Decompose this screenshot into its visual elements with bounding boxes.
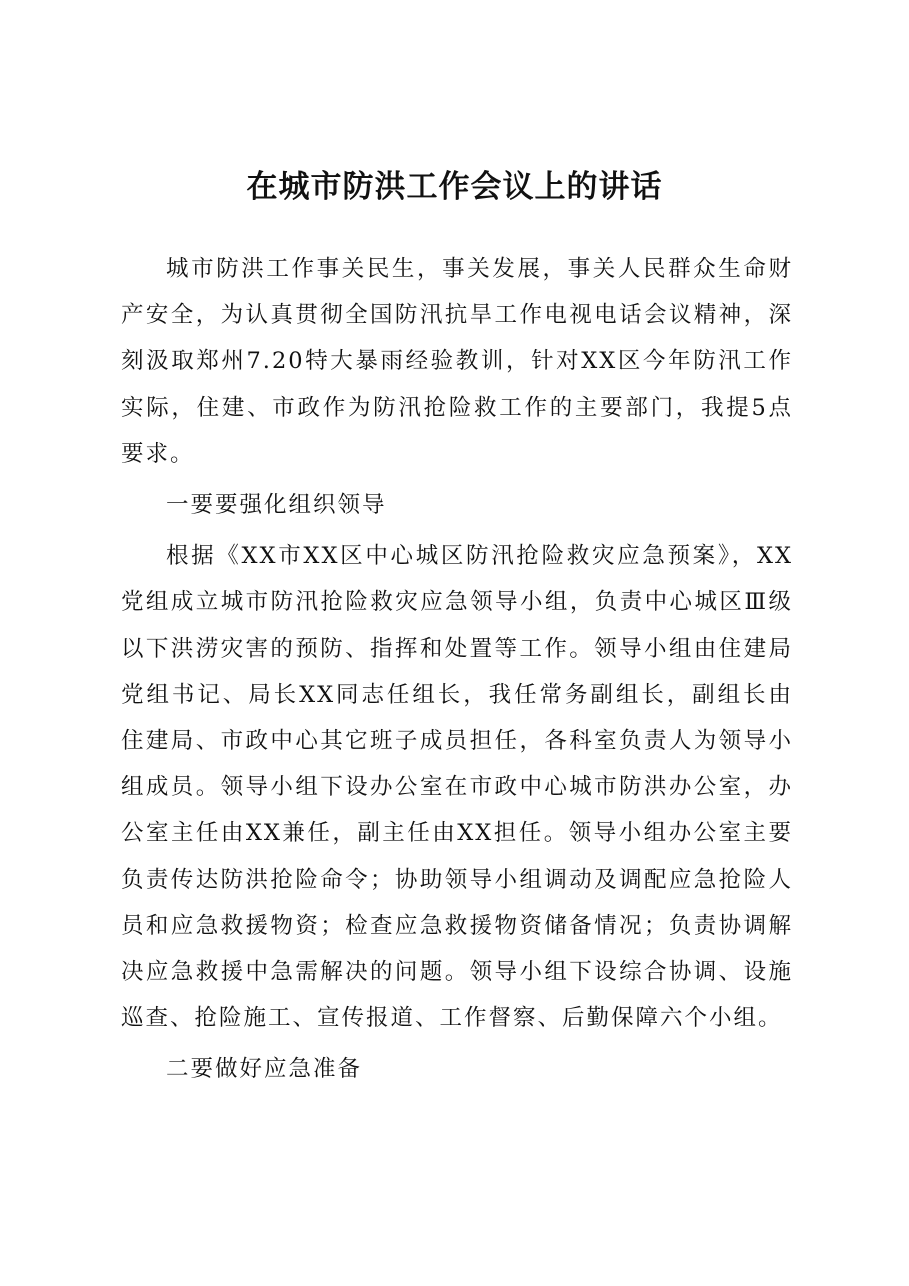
section-heading-1: 一要要强化组织领导 (166, 492, 387, 519)
intro-paragraph: 城市防洪工作事关民生，事关发展，事关人民群众生命财产安全，为认真贯彻全国防汛抗旱工作电视电话会议精神，深刻汲取郑州7.20特大暴雨经验教训，针对XX区今年防汛工作实际，住建、市政作为防汛抢险救工作的主要部门，我提5点要求。 (121, 256, 793, 467)
section-1-paragraph: 根据《XX市XX区中心城区防汛抢险救灾应急预案》，XX党组成立城市防汛抢险救灾应急领导小组，负责中心城区Ⅲ级以下洪涝灾害的预防、指挥和处置等工作。领导小组由住建局党组书记、局长XX同志任组长，我任常务副组长，副组长由住建局、市政中心其它班子成员担任，各科室负责人为领导小组成员。领导小组下设办公室在市政中心城市防洪办公室，办公室主任由XX兼任，副主任由XX担任。领导小组办公室主要负责传达防洪抢险命令；协助领导小组调动及调配应急抢险人员和应急救援物资；检查应急救援物资储备情况；负责协调解决应急救援中急需解决的问题。领导小组下设综合协调、设施巡查、抢险施工、宣传报道、工作督察、后勤保障六个小组。 (121, 543, 793, 1032)
document-body (121, 246, 793, 1098)
section-heading-2: 二要做好应急准备 (166, 1056, 363, 1083)
document-title: 在城市防洪工作会议上的讲话 (246, 169, 663, 205)
